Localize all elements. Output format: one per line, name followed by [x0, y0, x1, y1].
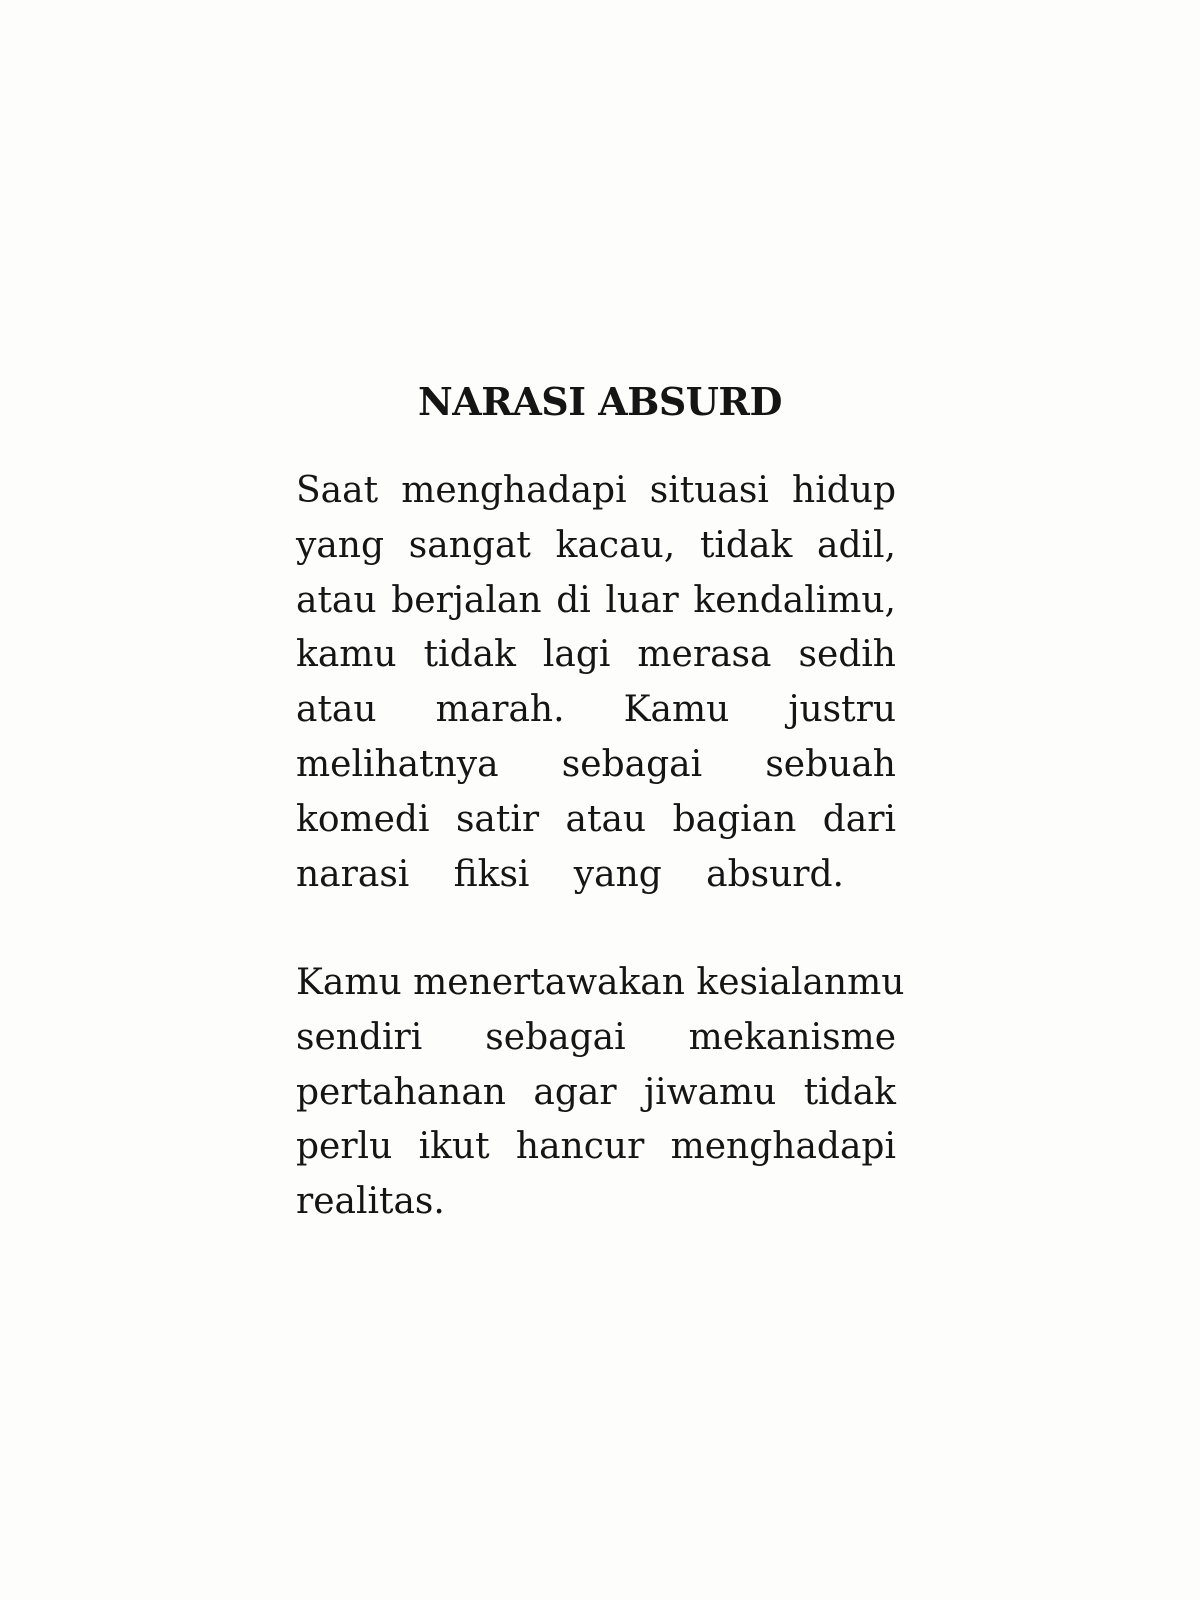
paragraph-line: Kamu menertawakan kesialanmu: [296, 962, 905, 1003]
paragraph-line: kamu tidak lagi merasa sedih: [296, 634, 896, 676]
paragraph-line: narasi fiksi yang absurd.: [296, 853, 844, 895]
paragraph-line: pertahanan agar jiwamu tidak: [296, 1071, 896, 1113]
paragraph-line: perlu ikut hancur menghadapi: [296, 1126, 896, 1168]
page-title: NARASI ABSURD: [418, 379, 782, 424]
paragraph-line: atau marah. Kamu justru: [296, 689, 896, 731]
paragraph-line: atau berjalan di luar kendalimu,: [296, 579, 896, 621]
paragraph-line: realitas.: [296, 1181, 445, 1223]
paragraph-line: komedi satir atau bagian dari: [296, 798, 896, 840]
paragraph-line: sendiri sebagai mekanisme: [296, 1016, 896, 1058]
paragraph-line: Saat menghadapi situasi hidup: [296, 470, 896, 511]
paragraph-2: [296, 956, 905, 1230]
paragraph-1: [296, 464, 896, 902]
paragraph-line: yang sangat kacau, tidak adil,: [296, 524, 896, 566]
paragraph-line: melihatnya sebagai sebuah: [296, 743, 896, 785]
